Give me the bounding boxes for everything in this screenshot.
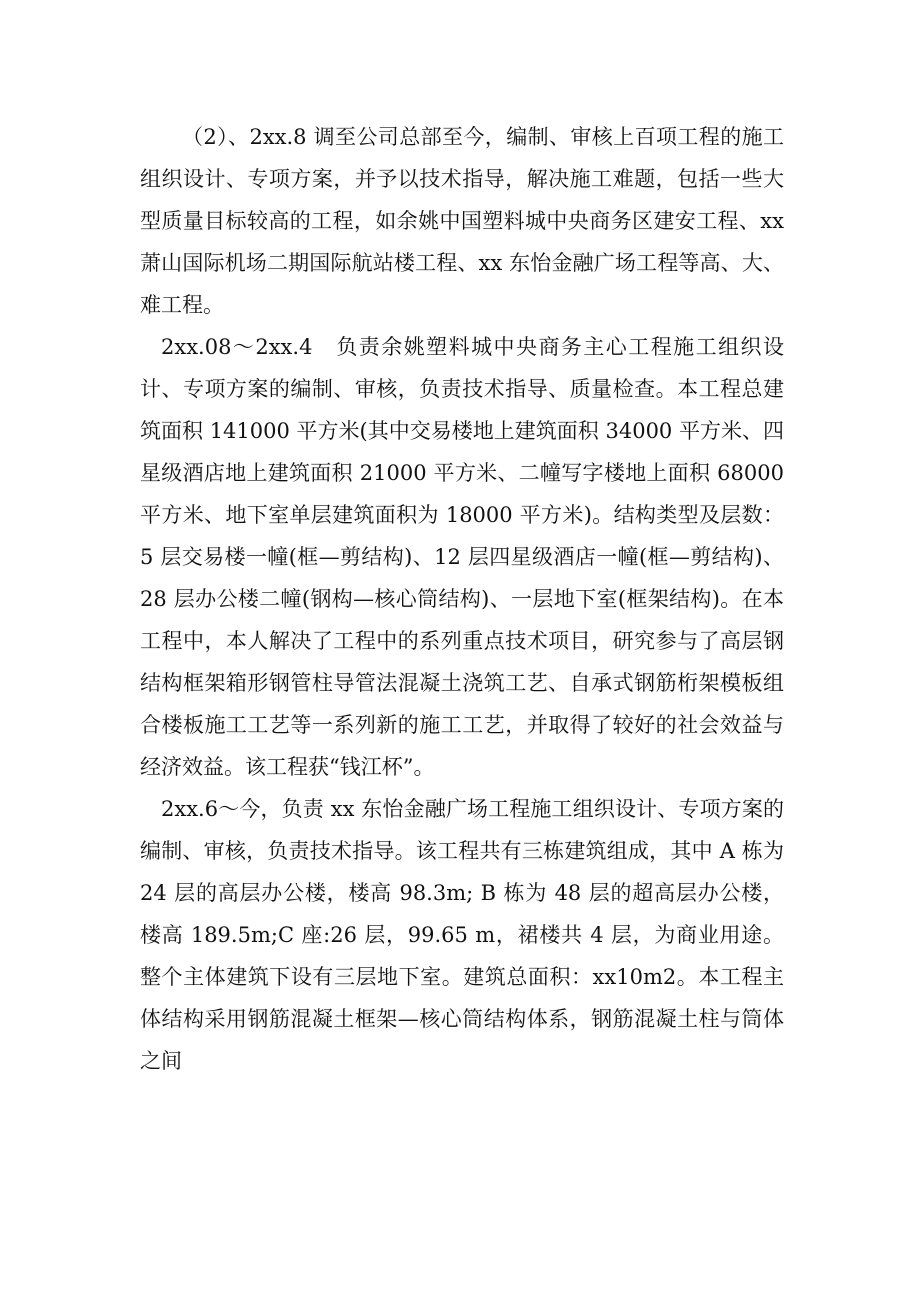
paragraph-career-hq: （2）、2xx.8 调至公司总部至今，编制、审核上百项工程的施工组织设计、专项方案，并予以技术指导，解决施工难题，包括一些大型质量目标较高的工程，如余姚中国塑料城中央商务区建安工程、xx 萧山国际机场二期国际航站楼工程、xx 东怡金融广场工程等高、大、难工程。 — [140, 125, 784, 317]
paragraph-yuyao-project: 2xx.08～2xx.4 负责余姚塑料城中央商务主心工程施工组织设计、专项方案的编制、审核，负责技术指导、质量检查。本工程总建筑面积 141000 平方米(其中交易楼地上建筑面积 34000 平方米、四星级酒店地上建筑面积 21000 平方米、二幢写字楼地上面积 68000 平方米、地下室单层建筑面积为 18000 平方米)。结构类型及层数：5 层交易楼一幢(框—剪结构)、12 层四星级酒店一幢(框—剪结构)、28 层办公楼二幢(钢构—核心筒结构)、一层地下室(框架结构)。在本工程中，本人解决了工程中的系列重点技术项目，研究参与了高层钢结构框架箱形钢管柱导管法混凝土浇筑工艺、自承式钢筋桁架模板组合楼板施工工艺等一系列新的施工工艺，并取得了较好的社会效益与经济效益。该工程获“钱江杯”。 — [140, 335, 784, 779]
paragraph-dongyi-project: 2xx.6～今，负责 xx 东怡金融广场工程施工组织设计、专项方案的编制、审核，负责技术指导。该工程共有三栋建筑组成，其中 A 栋为 24 层的高层办公楼，楼高 98.3m; B 栋为 48 层的超高层办公楼，楼高 189.5m;C 座:26 层，99.65 m，裙楼共 4 层，为商业用途。整个主体建筑下设有三层地下室。建筑总面积：xx10m2。本工程主体结构采用钢筋混凝土框架—核心筒结构体系，钢筋混凝土柱与筒体之间 — [140, 797, 784, 1073]
document-body — [140, 116, 784, 1082]
